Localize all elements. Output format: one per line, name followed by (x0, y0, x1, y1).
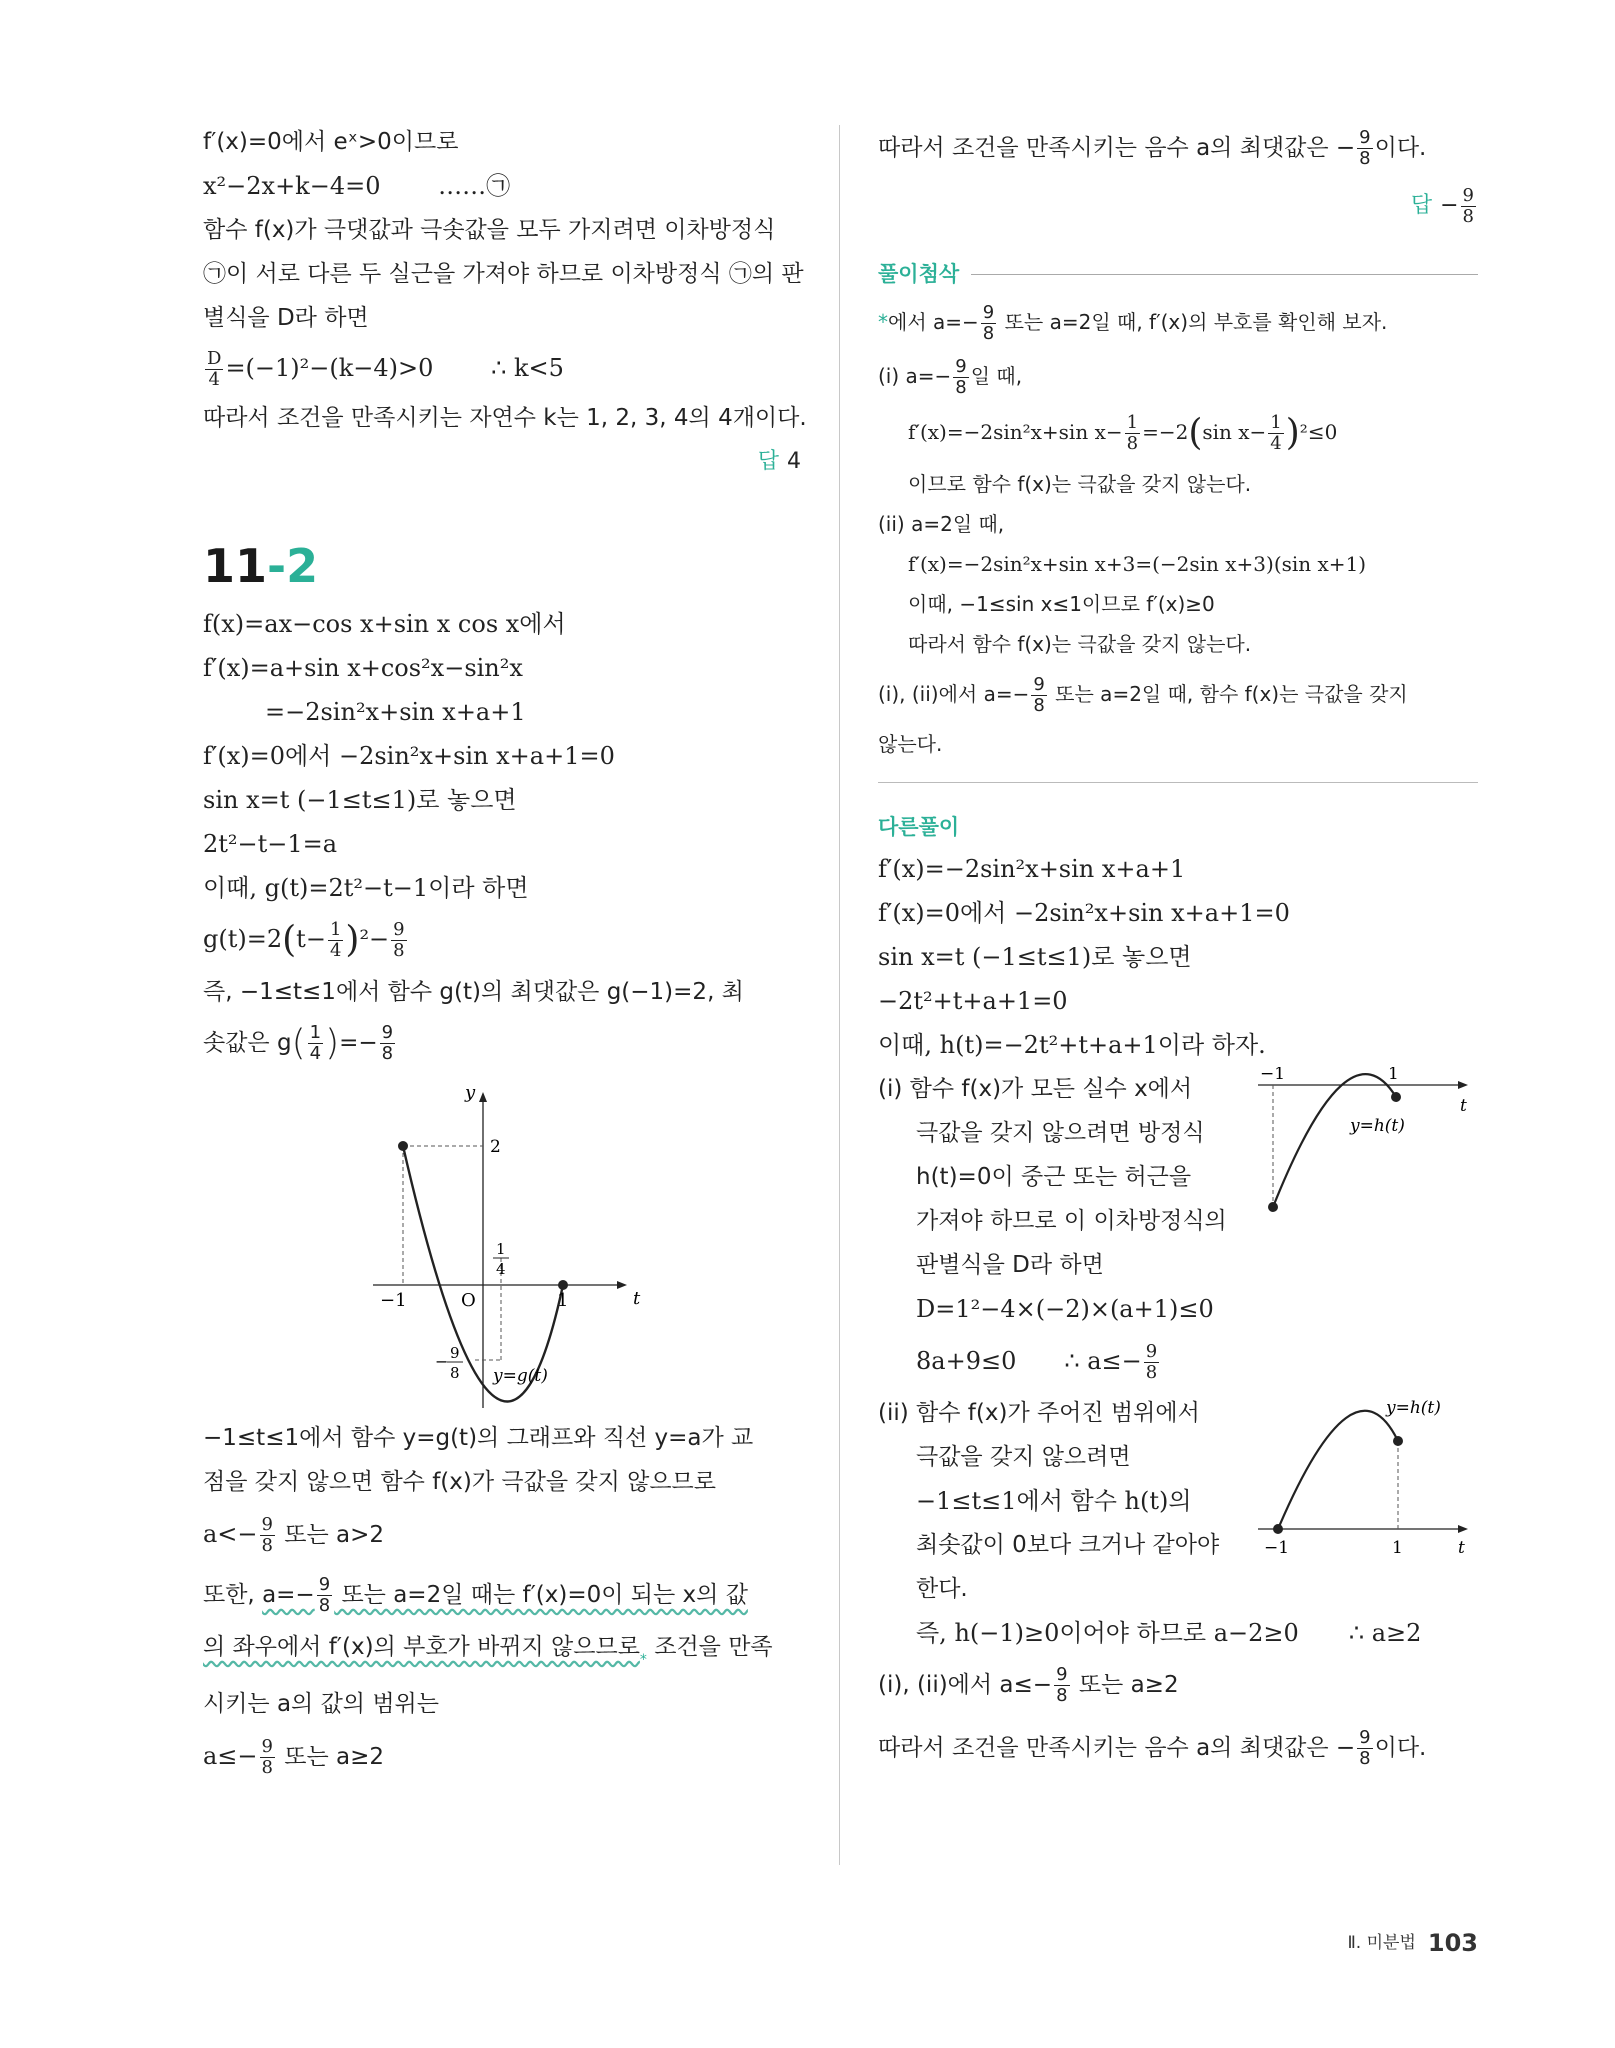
equation: =(−1)²−(k−4)>0 (225, 354, 434, 382)
equation-line: 이때, h(t)=−2t²+t+a+1이라 하자. (878, 1030, 1266, 1059)
tick-min-sign: − (435, 1352, 449, 1371)
text-line: 따라서 함수 f(x)는 극값을 갖지 않는다. (908, 631, 1252, 656)
page-number: 103 (1427, 1929, 1478, 1957)
equation-line (203, 340, 801, 396)
tick-min-den: 8 (450, 1364, 460, 1382)
svg-text:−1: −1 (1260, 1066, 1286, 1084)
equation-line: sin x=t (−1≤t≤1)로 놓으면 (878, 942, 1192, 971)
graph-h-case1 (1258, 1067, 1478, 1227)
text-line: −1≤t≤1에서 함수 y=g(t)의 그래프와 직선 y=a가 교 (203, 1425, 754, 1451)
text-line: 또한, a=− $\frac{9}{8}$ 또는 a=2일 때는 f′(x)=0이 되는 x의 값 (203, 1574, 748, 1616)
equation-line: 8a+9≤0 ∴ a≤− $\frac{9}{8}$ (916, 1340, 1158, 1383)
svg-text:−1: −1 (1264, 1537, 1290, 1558)
equation-line: 이때, g(t)=2t²−t−1이라 하면 (203, 874, 529, 902)
answer-line: 답 − $\frac{9}{8}$ (1410, 184, 1474, 227)
text-line: 최솟값이 0보다 크거나 같아야 (916, 1531, 1220, 1558)
equation-line: 2t²−t−1=a (203, 830, 338, 858)
answer-label: 답 (757, 449, 779, 474)
text-line: 극값을 갖지 않으려면 (916, 1443, 1131, 1470)
text-line: *에서 a=− $\frac{9}{8}$ 또는 a=2일 때, f′(x)의 부호를 확인해 보자. (878, 302, 1388, 344)
chapter-label: Ⅱ. 미분법 (1347, 1933, 1416, 1953)
fraction: $\frac{D}{4}$ (207, 348, 222, 390)
equation-line: −2t²+t+a+1=0 (878, 986, 1068, 1015)
right-column (878, 120, 1478, 1781)
equation-line: f′(x)=0에서 −2sin²x+sin x+a+1=0 (203, 742, 615, 770)
svg-text:1: 1 (1392, 1537, 1403, 1558)
text-line: h(t)=0이 중근 또는 허근을 (916, 1163, 1192, 1190)
text-line: ㉠이 서로 다른 두 실근을 가져야 하므로 이차방정식 ㉠의 판 (203, 261, 804, 287)
text-line: (ii) 함수 f(x)가 주어진 범위에서 (878, 1399, 1200, 1426)
text-line: 따라서 조건을 만족시키는 음수 a의 최댓값은 − $\frac{9}{8}$ 이다. (878, 127, 1427, 169)
tick-quarter-den: 4 (496, 1260, 506, 1278)
equation: x²−2x+k−4=0 (203, 172, 381, 200)
svg-text:1: 1 (1388, 1066, 1399, 1084)
text-line: 판별식을 D라 하면 (916, 1251, 1104, 1278)
answer-label: 답 (1410, 193, 1433, 218)
y-axis-arrow (479, 1092, 487, 1102)
tick-min-num: 9 (450, 1344, 460, 1362)
text-line: 않는다. (878, 731, 943, 756)
conclusion: ∴ k<5 (491, 354, 564, 382)
equation-line: D=1²−4×(−2)×(a+1)≤0 (916, 1294, 1214, 1323)
equation-line: g(t)=2(t− $\frac{1}{4}$ )²− $\frac{9}{8}$ (203, 919, 405, 961)
equation-line: a≤− $\frac{9}{8}$ 또는 a≥2 (203, 1736, 385, 1778)
tick-1: 1 (557, 1290, 569, 1311)
text-line: (i) a=− $\frac{9}{8}$ 일 때, (878, 356, 1023, 398)
graph-g (203, 1078, 801, 1408)
svg-text:y=h(t): y=h(t) (1350, 1115, 1405, 1136)
equation-line: sin x=t (−1≤t≤1)로 놓으면 (203, 786, 517, 814)
equation-line: a<− $\frac{9}{8}$ 또는 a>2 (203, 1514, 385, 1556)
tick-neg1: −1 (380, 1290, 407, 1311)
text-line: 의 좌우에서 f′(x)의 부호가 바뀌지 않으므로$_*$ 조건을 만족 (203, 1634, 773, 1668)
text-line: 따라서 조건을 만족시키는 자연수 k는 1, 2, 3, 4의 4개이다. (203, 405, 807, 431)
text-line: 함수 f(x)가 극댓값과 극솟값을 모두 가지려면 이차방정식 (203, 217, 776, 243)
svg-text:t: t (1458, 1537, 1465, 1558)
text-line: 즉, −1≤t≤1에서 함수 g(t)의 최댓값은 g(−1)=2, 최 (203, 978, 744, 1005)
equation-line: f′(x)=−2sin²x+sin x+a+1 (878, 854, 1186, 883)
t-label: t (633, 1288, 641, 1309)
text-line: 극값을 갖지 않으려면 방정식 (916, 1119, 1205, 1146)
text-line: 별식을 D라 하면 (203, 305, 369, 331)
case-i-block (878, 1067, 1478, 1287)
equation-line: f(x)=ax−cos x+sin x cos x에서 (203, 610, 566, 638)
text-line: f′(x)=0에서 eˣ>0이므로 (203, 129, 459, 155)
answer-line (203, 440, 801, 484)
text-line: (ii) a=2일 때, (878, 511, 1005, 536)
equation-line (203, 164, 801, 208)
svg-text:y=h(t): y=h(t) (1386, 1397, 1441, 1418)
origin-label: O (461, 1290, 476, 1311)
section-number: 11-2 (203, 539, 319, 593)
graph-h-case2 (1258, 1391, 1478, 1571)
page-footer (1347, 1928, 1478, 1957)
equation-line: f′(x)=a+sin x+cos²x−sin²x (203, 654, 523, 682)
curve-label: y=g(t) (493, 1366, 548, 1386)
text-line: 가져야 하므로 이 이차방정식의 (916, 1207, 1227, 1234)
answer-value: 4 (787, 449, 801, 474)
tip-heading: 풀이첨삭 (878, 254, 1478, 294)
t-axis-arrow (617, 1281, 627, 1289)
equation-line: =−2sin²x+sin x+a+1 (265, 698, 526, 726)
equation-line: −1≤t≤1에서 함수 h(t)의 (916, 1486, 1192, 1515)
text-line: 한다. (916, 1575, 968, 1602)
equation-line: 즉, h(−1)≥0이어야 하므로 a−2≥0 ∴ a≥2 (916, 1618, 1422, 1647)
text-line: 따라서 조건을 만족시키는 음수 a의 최댓값은 − $\frac{9}{8}$ 이다. (878, 1726, 1427, 1769)
divider-line (878, 782, 1478, 783)
svg-text:t: t (1460, 1095, 1467, 1116)
text-line: (i) 함수 f(x)가 모든 실수 x에서 (878, 1075, 1193, 1102)
equation-tag: ……㉠ (438, 172, 511, 200)
equation-line: f′(x)=−2sin²x+sin x+3=(−2sin x+3)(sin x+1) (908, 551, 1367, 576)
text-line: (i), (ii)에서 a=− $\frac{9}{8}$ 또는 a=2일 때, 함수 f(x)는 극값을 갖지 (878, 673, 1408, 716)
text-line: 시키는 a의 값의 범위는 (203, 1691, 439, 1717)
footnote-star: * (639, 1652, 647, 1668)
tick-quarter-num: 1 (496, 1240, 506, 1258)
equation-line: f′(x)=−2sin²x+sin x− $\frac{1}{8}$ =−2(sin x− $\frac{1}{4}$ )²≤0 (908, 412, 1338, 454)
text-line: (i), (ii)에서 a≤− $\frac{9}{8}$ 또는 a≥2 (878, 1663, 1179, 1706)
column-divider (839, 125, 840, 1865)
text-line: 점을 갖지 않으면 함수 f(x)가 극값을 갖지 않으므로 (203, 1469, 716, 1495)
text-line: 이때, −1≤sin x≤1이므로 f′(x)≥0 (908, 591, 1215, 616)
endpoint-left (398, 1141, 408, 1151)
alt-heading: 다른풀이 (878, 814, 960, 839)
left-column (203, 120, 807, 1787)
case-ii-block (878, 1391, 1478, 1611)
y-label: y (465, 1082, 476, 1103)
tick-2: 2 (490, 1137, 501, 1157)
text-line: 솟값은 g( $\frac{1}{4}$ )=− $\frac{9}{8}$ (203, 1021, 394, 1064)
endpoint-right (558, 1280, 568, 1290)
text-line: 이므로 함수 f(x)는 극값을 갖지 않는다. (908, 471, 1252, 496)
equation-line: f′(x)=0에서 −2sin²x+sin x+a+1=0 (878, 898, 1290, 927)
